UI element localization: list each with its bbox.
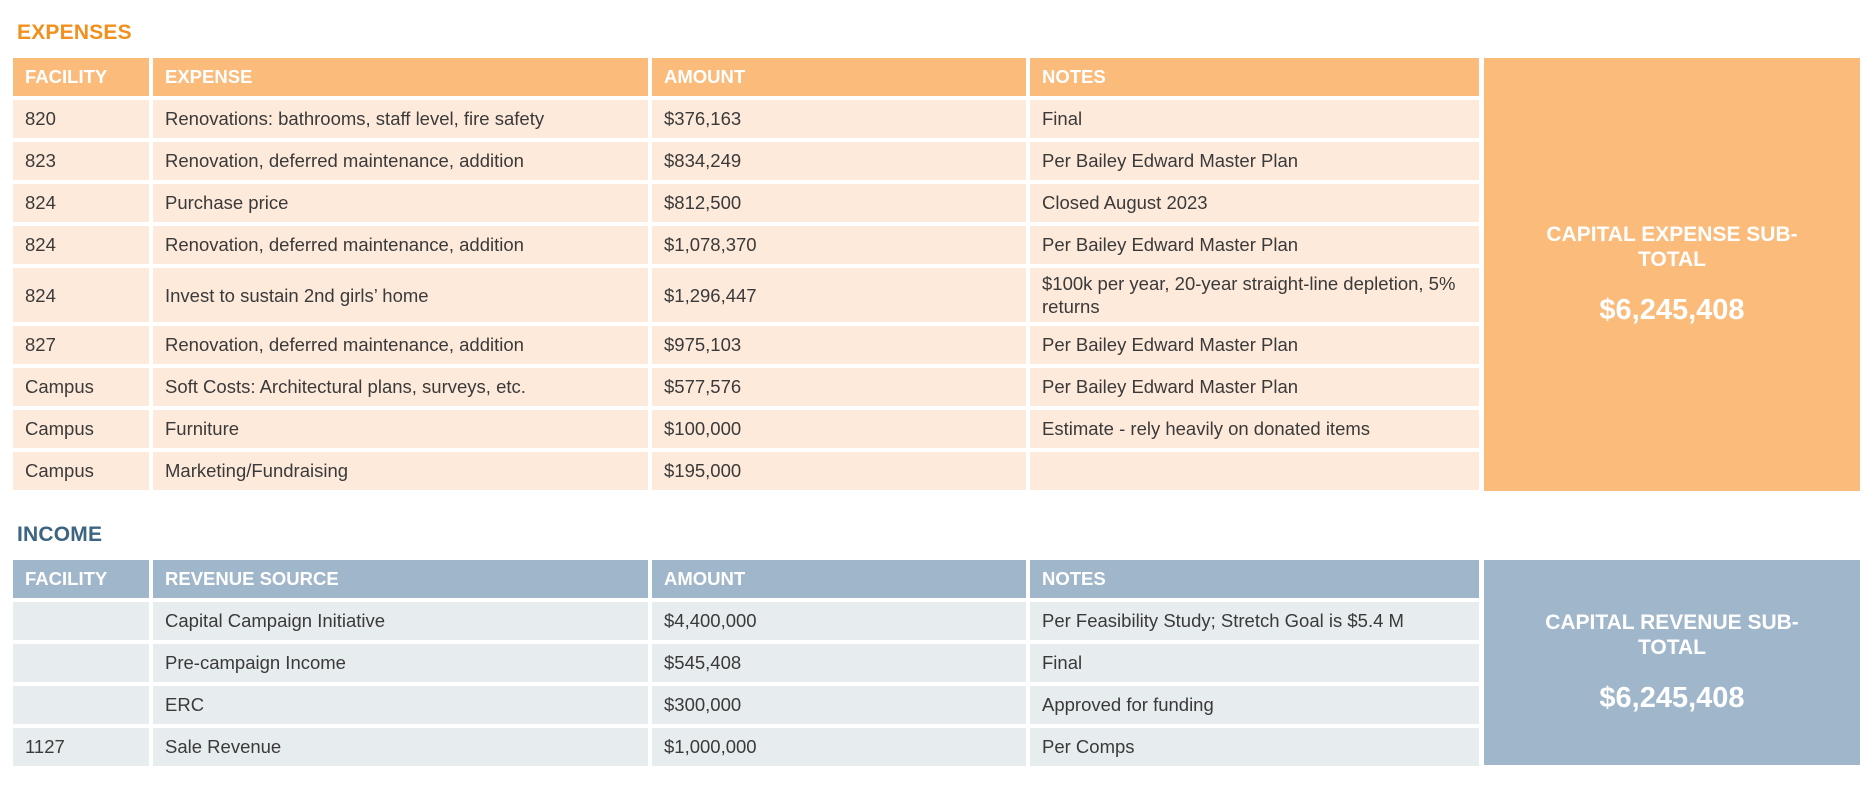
cell-expense: Purchase price <box>153 184 648 222</box>
header-notes: NOTES <box>1030 58 1479 96</box>
cell-amount: $376,163 <box>652 100 1026 138</box>
cell-facility: 824 <box>13 226 149 264</box>
cell-amount: $812,500 <box>652 184 1026 222</box>
header-notes: NOTES <box>1030 560 1479 598</box>
cell-facility <box>13 686 149 724</box>
subtotal-label: CAPITAL EXPENSE SUB-TOTAL <box>1546 223 1798 271</box>
cell-amount: $1,000,000 <box>652 728 1026 766</box>
cell-expense: Furniture <box>153 410 648 448</box>
capital-revenue-subtotal-panel <box>1484 560 1860 765</box>
cell-notes: Per Comps <box>1030 728 1479 766</box>
cell-facility: 1127 <box>13 728 149 766</box>
subtotal-amount: $6,245,408 <box>1599 682 1745 714</box>
cell-facility <box>13 602 149 640</box>
cell-amount: $545,408 <box>652 644 1026 682</box>
cell-amount: $195,000 <box>652 452 1026 490</box>
cell-expense: Marketing/Fundraising <box>153 452 648 490</box>
cell-amount: $100,000 <box>652 410 1026 448</box>
cell-facility: 823 <box>13 142 149 180</box>
cell-facility: 824 <box>13 184 149 222</box>
cell-notes: Final <box>1030 644 1479 682</box>
cell-amount: $975,103 <box>652 326 1026 364</box>
expenses-title: EXPENSES <box>17 21 132 44</box>
cell-notes: Closed August 2023 <box>1030 184 1479 222</box>
income-table <box>9 556 1483 770</box>
cell-notes: Per Bailey Edward Master Plan <box>1030 326 1479 364</box>
cell-facility: 827 <box>13 326 149 364</box>
table-row <box>13 368 1479 406</box>
cell-notes: Final <box>1030 100 1479 138</box>
cell-notes: Estimate - rely heavily on donated items <box>1030 410 1479 448</box>
table-row <box>13 410 1479 448</box>
expenses-header-row <box>13 58 1479 96</box>
table-row <box>13 644 1479 682</box>
cell-amount: $300,000 <box>652 686 1026 724</box>
cell-notes: Per Bailey Edward Master Plan <box>1030 368 1479 406</box>
table-row <box>13 686 1479 724</box>
cell-amount: $4,400,000 <box>652 602 1026 640</box>
cell-revenue-source: Pre-campaign Income <box>153 644 648 682</box>
income-header-row <box>13 560 1479 598</box>
cell-expense: Renovation, deferred maintenance, addition <box>153 326 648 364</box>
header-amount: AMOUNT <box>652 58 1026 96</box>
cell-revenue-source: Sale Revenue <box>153 728 648 766</box>
cell-amount: $1,078,370 <box>652 226 1026 264</box>
header-facility: FACILITY <box>13 560 149 598</box>
cell-facility: Campus <box>13 452 149 490</box>
cell-expense: Renovation, deferred maintenance, addition <box>153 142 648 180</box>
table-row <box>13 226 1479 264</box>
cell-revenue-source: ERC <box>153 686 648 724</box>
cell-amount: $834,249 <box>652 142 1026 180</box>
table-row <box>13 728 1479 766</box>
capital-expense-subtotal-panel <box>1484 58 1860 491</box>
cell-amount: $577,576 <box>652 368 1026 406</box>
cell-notes: Per Bailey Edward Master Plan <box>1030 142 1479 180</box>
expenses-table <box>9 54 1483 494</box>
table-row <box>13 268 1479 322</box>
cell-amount: $1,296,447 <box>652 268 1026 322</box>
header-revenue-source: REVENUE SOURCE <box>153 560 648 598</box>
table-row <box>13 142 1479 180</box>
subtotal-label: CAPITAL REVENUE SUB-TOTAL <box>1545 611 1799 659</box>
income-title: INCOME <box>17 523 103 546</box>
header-facility: FACILITY <box>13 58 149 96</box>
cell-notes: Per Bailey Edward Master Plan <box>1030 226 1479 264</box>
header-amount: AMOUNT <box>652 560 1026 598</box>
cell-expense: Renovations: bathrooms, staff level, fire safety <box>153 100 648 138</box>
cell-expense: Invest to sustain 2nd girls’ home <box>153 268 648 322</box>
cell-notes: Per Feasibility Study; Stretch Goal is $5.4 M <box>1030 602 1479 640</box>
table-row <box>13 100 1479 138</box>
cell-facility <box>13 644 149 682</box>
cell-revenue-source: Capital Campaign Initiative <box>153 602 648 640</box>
subtotal-amount: $6,245,408 <box>1599 294 1745 326</box>
cell-facility: 820 <box>13 100 149 138</box>
cell-expense: Renovation, deferred maintenance, addition <box>153 226 648 264</box>
cell-expense: Soft Costs: Architectural plans, surveys, etc. <box>153 368 648 406</box>
cell-facility: Campus <box>13 410 149 448</box>
table-row <box>13 326 1479 364</box>
table-row <box>13 602 1479 640</box>
table-row <box>13 184 1479 222</box>
table-row <box>13 452 1479 490</box>
cell-notes: $100k per year, 20-year straight-line depletion, 5% returns <box>1030 268 1479 322</box>
header-expense: EXPENSE <box>153 58 648 96</box>
cell-facility: 824 <box>13 268 149 322</box>
cell-notes: Approved for funding <box>1030 686 1479 724</box>
cell-notes <box>1030 452 1479 490</box>
cell-facility: Campus <box>13 368 149 406</box>
